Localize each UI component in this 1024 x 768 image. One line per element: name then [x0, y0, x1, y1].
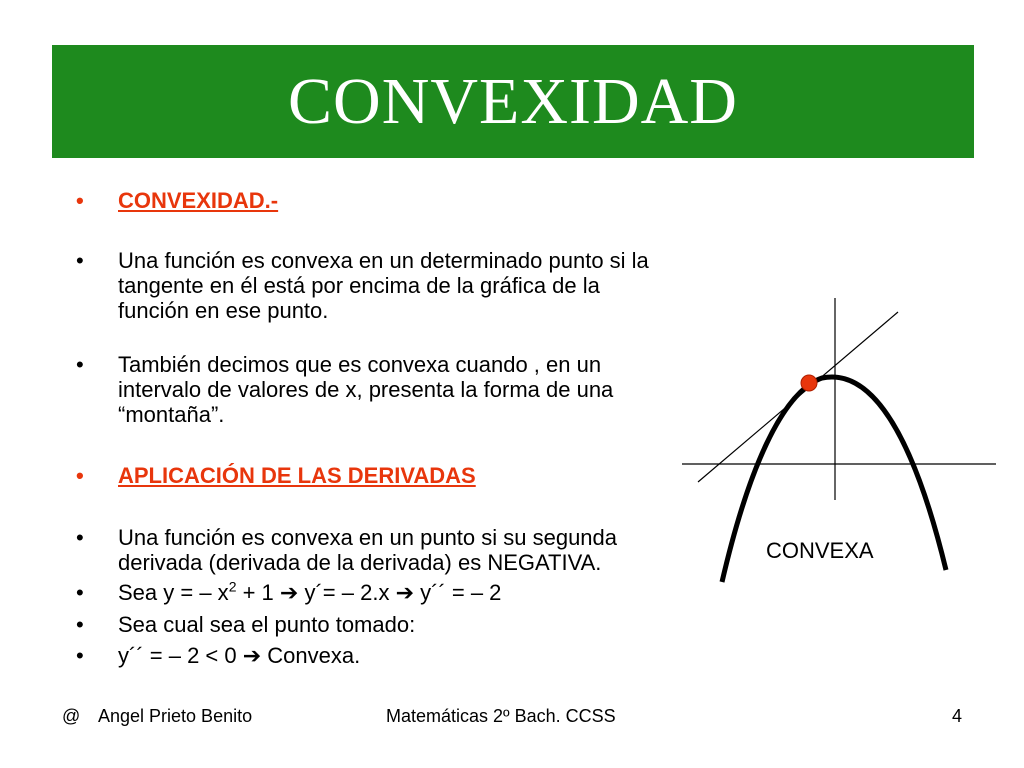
- arrow-icon: ➔: [395, 580, 414, 605]
- text-line: “montaña”.: [118, 402, 225, 427]
- heading-convexidad: CONVEXIDAD.-: [118, 188, 279, 213]
- footer-author: Angel Prieto Benito: [98, 706, 253, 726]
- tangent-point: [801, 375, 817, 391]
- bullet-dot: •: [76, 525, 84, 550]
- bullet-dot: •: [76, 463, 84, 488]
- text-line: Sea cual sea el punto tomado:: [118, 612, 416, 637]
- formula-part: y´= – 2.x: [298, 580, 396, 605]
- footer-page-number: 4: [952, 706, 963, 726]
- bullet-dot: •: [76, 248, 84, 273]
- diagram-caption: CONVEXA: [766, 538, 874, 563]
- arrow-icon: ➔: [242, 643, 262, 668]
- title-banner: [52, 45, 974, 158]
- exponent: 2: [228, 578, 237, 595]
- bullet-dot: •: [76, 643, 84, 668]
- slide-title: CONVEXIDAD: [288, 64, 738, 138]
- heading-aplicacion: APLICACIÓN DE LAS DERIVADAS: [118, 463, 476, 488]
- formula-part: y´´ = – 2 < 0: [118, 643, 243, 668]
- footer-course: Matemáticas 2º Bach. CCSS: [386, 706, 616, 726]
- arrow-icon: ➔: [279, 580, 299, 605]
- formula-part: y´´ = – 2: [414, 580, 502, 605]
- bullet-dot: •: [76, 612, 84, 637]
- text-line: Una función es convexa en un determinado punto si la: [118, 248, 649, 273]
- text-line: intervalo de valores de x, presenta la forma de una: [118, 377, 614, 402]
- formula-part: Sea y = – x: [118, 580, 229, 605]
- bullet-dot: •: [76, 580, 84, 605]
- formula-part: + 1: [236, 580, 280, 605]
- text-line: También decimos que es convexa cuando , en un: [118, 352, 602, 377]
- formula-part: Convexa.: [261, 643, 361, 668]
- text-line: función en ese punto.: [118, 298, 329, 323]
- text-line: derivada (derivada de la derivada) es NEGATIVA.: [118, 550, 602, 575]
- footer-at-symbol: @: [62, 706, 81, 726]
- text-line: Una función es convexa en un punto si su segunda: [118, 525, 618, 550]
- bullet-dot: •: [76, 188, 84, 213]
- text-line: tangente en él está por encima de la gráfica de la: [118, 273, 600, 298]
- bullet-dot: •: [76, 352, 84, 377]
